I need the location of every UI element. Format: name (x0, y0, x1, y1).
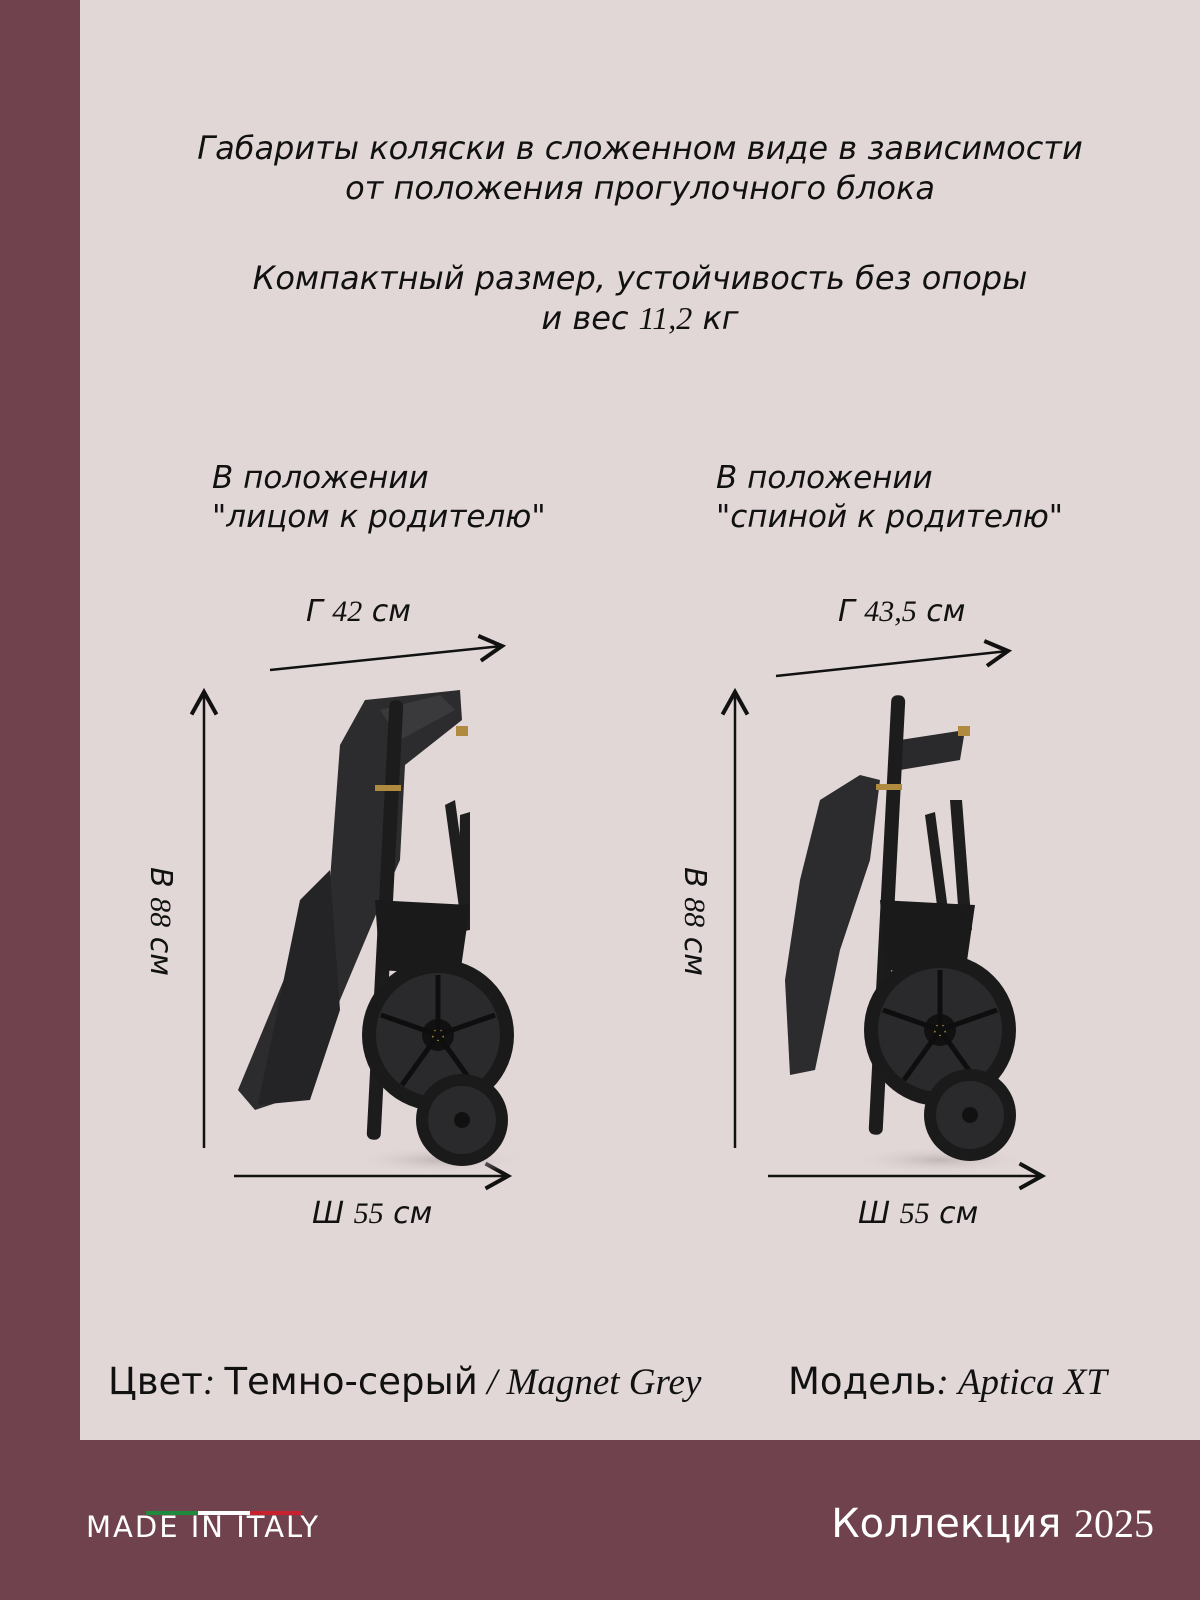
color-name-en: Magnet Grey (506, 1362, 702, 1403)
right-width-value: 55 (899, 1197, 930, 1230)
left-position-line-1: В положении (212, 460, 429, 496)
right-position-line-2: "спиной к родителю" (716, 499, 1064, 535)
headline-line-3: Компактный размер, устойчивость без опоры (252, 259, 1028, 297)
right-depth-unit: см (916, 594, 966, 629)
model-name: Aptica XT (957, 1362, 1107, 1403)
made-in-italy-label: MADE IN ITALY (86, 1510, 321, 1544)
left-stroller-image (238, 690, 530, 1174)
left-depth-prefix: Г (306, 594, 333, 629)
left-depth-unit: см (362, 594, 411, 629)
right-width-unit: см (929, 1196, 979, 1231)
left-width-prefix: Ш (312, 1196, 354, 1231)
model-label: Модель (788, 1360, 937, 1403)
collection-year: 2025 (1074, 1501, 1154, 1546)
italian-flag-stripe (146, 1500, 304, 1504)
color-info (108, 1360, 701, 1404)
left-width-value: 55 (353, 1197, 384, 1230)
headline-line-1: Габариты коляски в сложенном виде в зависимости (197, 129, 1083, 167)
right-height-prefix: В (676, 867, 712, 898)
right-depth-prefix: Г (838, 594, 865, 629)
weight-prefix: и вес (541, 299, 639, 337)
right-depth-value: 43,5 (864, 595, 917, 628)
headline-line-2: от положения прогулочного блока (345, 169, 935, 207)
right-height-unit: см (676, 927, 712, 976)
collection-label (831, 1500, 1154, 1547)
color-separator: : (202, 1362, 225, 1403)
left-depth-arrow (270, 646, 502, 670)
left-height-unit: см (142, 927, 178, 976)
left-position-line-2: "лицом к родителю" (212, 499, 546, 535)
right-width-prefix: Ш (858, 1196, 900, 1231)
left-width-unit: см (383, 1196, 433, 1231)
left-height-prefix: В (142, 867, 178, 898)
right-height-value: 88 (677, 897, 711, 928)
model-info (788, 1360, 1107, 1404)
right-stroller-image (785, 695, 1030, 1174)
left-height-value: 88 (143, 897, 177, 928)
weight-value: 11,2 (638, 300, 693, 336)
left-depth-value: 42 (332, 595, 363, 628)
weight-unit: кг (692, 299, 739, 337)
right-position-line-1: В положении (716, 460, 933, 496)
color-label: Цвет (108, 1360, 203, 1403)
color-slash: / (477, 1362, 507, 1403)
color-name-ru: Темно-серый (224, 1360, 478, 1403)
right-depth-arrow (776, 651, 1008, 676)
collection-word: Коллекция (831, 1501, 1074, 1547)
model-separator: : (936, 1362, 958, 1403)
